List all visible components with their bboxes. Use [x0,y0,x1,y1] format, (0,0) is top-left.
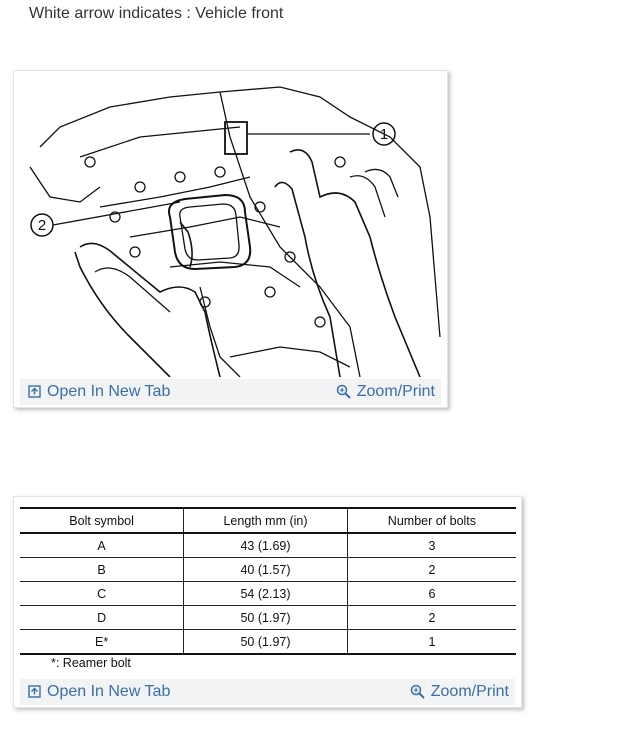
zoom-magnifier-icon [410,684,425,699]
valve-body-illustration [20,77,442,377]
table-row [20,606,516,630]
table-row [20,533,516,558]
cell-length: 40 (1.57) [184,558,348,582]
header-length: Length mm (in) [184,508,348,533]
cell-count: 2 [347,606,516,630]
cell-length: 54 (2.13) [184,582,348,606]
open-in-new-tab-label: Open In New Tab [47,683,171,700]
open-in-new-tab-label: Open In New Tab [47,383,171,400]
zoom-print-label: Zoom/Print [430,683,509,700]
illustration-drawing [20,77,442,377]
table-row [20,558,516,582]
cell-length: 50 (1.97) [184,630,348,655]
page-heading: White arrow indicates : Vehicle front [29,5,284,22]
figure-card [13,70,448,408]
callout-1-label: 1 [379,126,389,143]
cell-count: 3 [347,533,516,558]
zoom-print-link[interactable] [336,383,435,401]
header-bolt-symbol: Bolt symbol [20,508,184,533]
open-new-tab-icon [28,685,41,698]
figure-link-bar [20,379,441,405]
reamer-bolt-note: *: Reamer bolt [51,656,131,670]
table-header-row [20,508,516,533]
zoom-magnifier-icon [336,384,351,399]
cell-count: 2 [347,558,516,582]
table-link-bar [20,679,515,705]
open-in-new-tab-link[interactable] [28,683,170,701]
cell-symbol: C [20,582,184,606]
cell-length: 43 (1.69) [184,533,348,558]
cell-symbol: A [20,533,184,558]
open-in-new-tab-link[interactable] [28,383,170,401]
cell-count: 1 [347,630,516,655]
cell-count: 6 [347,582,516,606]
bolt-table [20,507,516,655]
cell-symbol: E* [20,630,184,655]
zoom-print-link[interactable] [410,683,509,701]
open-new-tab-icon [28,385,41,398]
callout-2-label: 2 [37,217,47,234]
table-row [20,582,516,606]
table-row [20,630,516,655]
cell-symbol: D [20,606,184,630]
bolt-table-card [13,496,522,708]
zoom-print-label: Zoom/Print [356,383,435,400]
header-number-of-bolts: Number of bolts [347,508,516,533]
cell-symbol: B [20,558,184,582]
cell-length: 50 (1.97) [184,606,348,630]
